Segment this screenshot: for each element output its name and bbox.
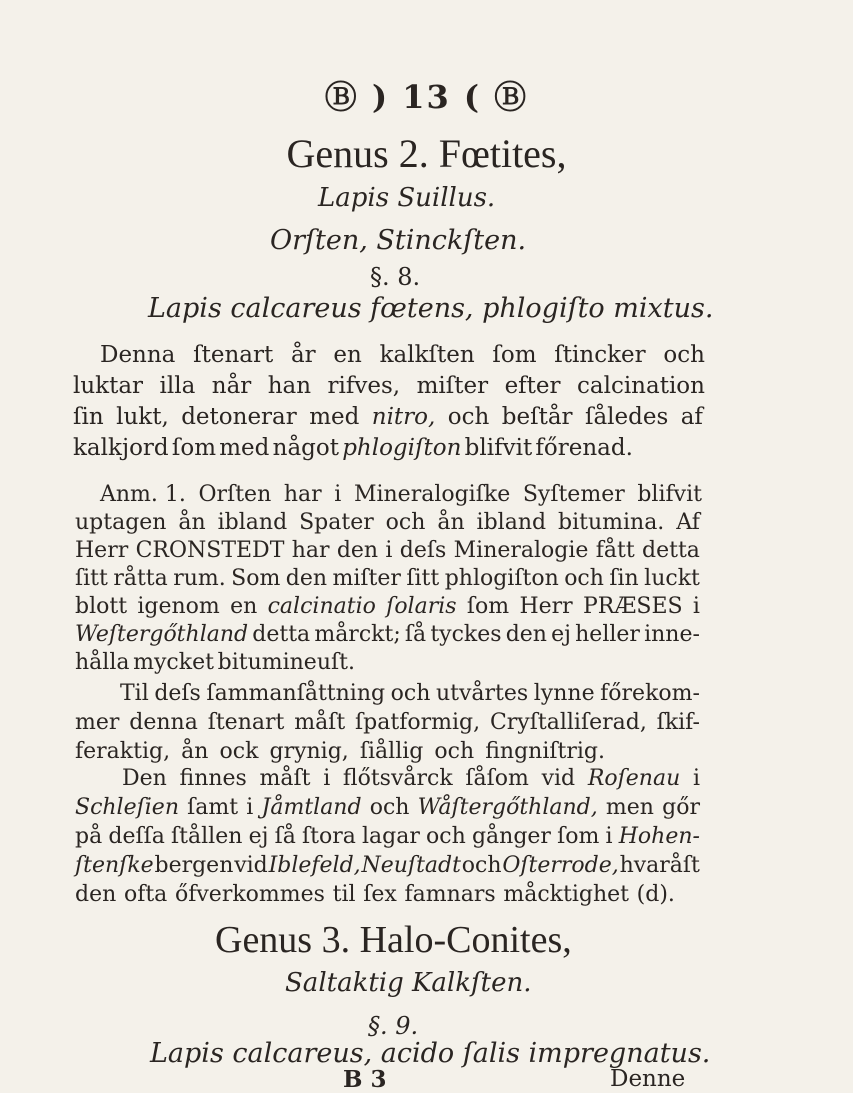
genus-3-swedish-name: Saltaktig Kalkſten. (285, 968, 532, 998)
anm-line-1: Anm. 1. Orſten har i Mineralogiſke Syſtemer blifvit (100, 482, 702, 507)
para3-line-2: Schleſien ſamt i Jåmtland och Wåſtergőthland, men gőr (75, 795, 700, 820)
section-9: §. 9. (368, 1012, 419, 1040)
para3-line-3: på deſſa ſtållen ej ſå ſtora lagar och gånger ſom i Hohen- (75, 824, 700, 849)
para1-line-2: luktar illa når han rifves, miſter efter calcination (73, 373, 705, 399)
signature-mark: B 3 (343, 1066, 387, 1093)
para3-line-4: ſtenſke bergen vid Iblefeld, Neuſtadt och Oſterrode, hvaråſt (75, 853, 700, 878)
para3-line-1: Den finnes måſt i flőtsvårck ſåſom vid Roſenau i (122, 766, 700, 791)
catchword: Denne (610, 1066, 686, 1092)
anm-line-5: blott igenom en calcinatio ſolaris ſom Herr PRÆSES i (75, 594, 700, 619)
anm-line-7: hålla mycket bitumineuſt. (75, 650, 355, 675)
para2-line-3: feraktig, ån ock grynig, ſiållig och fingniſtrig. (75, 739, 605, 764)
page-number: Ⓑ ) 13 ( Ⓑ (324, 78, 529, 116)
anm-line-4: ſitt råtta rum. Som den miſter ſitt phlogiſton och ſin luckt (75, 566, 700, 591)
genus-2-heading: Genus 2. Fœtites, (286, 131, 567, 176)
para1-line-1: Denna ſtenart år en kalkſten ſom ſtincker och (100, 342, 705, 368)
section-8: §. 8. (370, 263, 421, 291)
para2-line-2: mer denna ſtenart måſt ſpatformig, Cryſtalliſerad, ſkif- (75, 710, 700, 735)
anm-line-6: Weſtergőthland detta mårckt; ſå tyckes den ej heller inne- (75, 622, 700, 647)
genus-3-latin-name: Lapis calcareus, acido ſalis impregnatus. (150, 1038, 711, 1069)
para3-line-5: den ofta őfverkommes til ſex famnars måcktighet (d). (75, 882, 675, 907)
anm-line-3: Herr CRONSTEDT har den i deſs Mineralogie fått detta (75, 538, 700, 563)
anm-line-2: uptagen ån ibland Spater och ån ibland bitumina. Af (75, 510, 700, 535)
para2-line-1: Til deſs ſammanſåttning och utvårtes lynne főrekom- (120, 681, 700, 706)
genus-2-latin-name: Lapis calcareus fœtens, phlogiſto mixtus. (148, 293, 714, 324)
genus-3-heading: Genus 3. Halo-Conites, (215, 919, 572, 961)
para1-line-4: kalkjord ſom med något phlogiſton blifvit főrenad. (73, 435, 633, 461)
para1-line-3: ſin lukt, detonerar med nitro, och beſtår ſåledes af (73, 404, 703, 430)
genus-2-lapis-suillus: Lapis Suillus. (318, 183, 496, 213)
genus-2-swedish-name: Orſten, Stinckſten. (270, 225, 527, 256)
